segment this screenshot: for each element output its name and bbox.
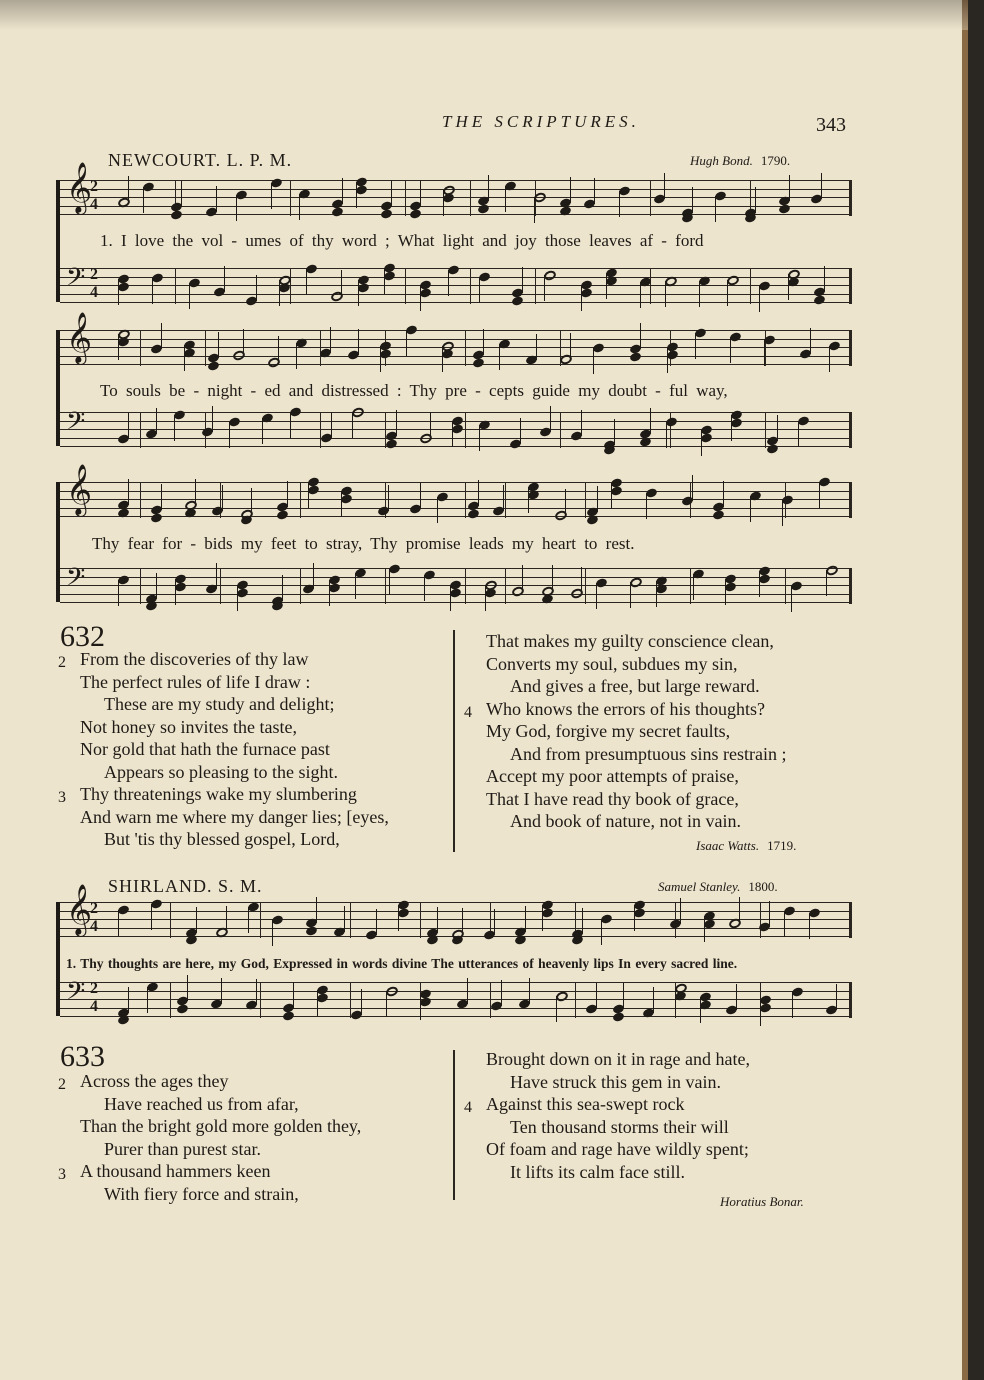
note-icon [176, 1003, 189, 1014]
verse-line [486, 1071, 750, 1094]
verse-text: That makes my guilty conscience clean, [486, 631, 774, 651]
column-divider-2 [453, 1050, 455, 1200]
page-top-shadow [0, 0, 968, 30]
time-signature-icon: 2 4 [90, 980, 98, 1015]
verse-line [80, 828, 389, 851]
hymn-632-right-column [464, 630, 787, 833]
note-icon [385, 438, 398, 449]
verse-number: 2 [58, 1076, 66, 1093]
verse-text: Accept my poor attempts of praise, [486, 766, 739, 786]
treble-clef-icon: 𝄞 [66, 884, 93, 935]
note-icon [409, 208, 422, 219]
verse-text: Who knows the errors of his thoughts? [486, 698, 765, 719]
hymn-632-left-column [58, 648, 389, 851]
verse-line [80, 806, 389, 829]
treble-staff [60, 162, 852, 216]
verse-text: That I have read thy book of grace, [486, 788, 739, 809]
note-icon [207, 360, 220, 371]
system-brace [56, 482, 60, 602]
note-icon [629, 351, 642, 362]
verse-line [464, 1093, 750, 1116]
verse-line [80, 761, 389, 784]
hymn-633-number: 633 [60, 1040, 105, 1073]
column-divider [453, 630, 455, 852]
verse-line [486, 765, 786, 788]
treble-clef-icon: 𝄞 [66, 162, 93, 213]
time-signature-icon: 2 4 [90, 900, 98, 935]
treble-clef-icon: 𝄞 [66, 312, 93, 363]
verse-text: Ten thousand storms their will [510, 1116, 729, 1137]
verse-line [486, 743, 786, 766]
hymn-633-right-column [464, 1048, 750, 1183]
verse-text: Purer than purest star. [104, 1138, 261, 1159]
bass-clef-icon: 𝄢 [66, 407, 86, 442]
tune1-lyric-line-3: Thy fear for - bids my feet to stray, Thy promise leads my heart to rest. [92, 534, 635, 553]
running-head: THE SCRIPTURES. [442, 112, 640, 131]
hymn-633-left-column [58, 1070, 362, 1205]
verse-text: My God, forgive my secret faults, [486, 721, 731, 741]
bass-clef-icon: 𝄢 [66, 563, 86, 598]
time-signature-icon: 2 4 [90, 178, 98, 213]
verse-text: And gives a free, but large reward. [510, 676, 760, 696]
note-icon [331, 206, 344, 217]
verse-line [58, 783, 389, 806]
note-icon [380, 208, 393, 219]
verse-text: Across the ages they [80, 1071, 229, 1091]
treble-staff [60, 312, 852, 366]
note-icon [467, 508, 480, 519]
verse-line [58, 1070, 361, 1093]
verse-number: 3 [58, 1166, 66, 1183]
verse-text: The perfect rules of life I draw : [80, 671, 311, 692]
tune2-title: SHIRLAND. S. M. [108, 876, 263, 896]
verse-text: Of foam and rage have wildly spent; [486, 1139, 749, 1159]
verse-number: 2 [58, 654, 66, 671]
note-icon [813, 294, 826, 305]
verse-text: These are my study and delight; [104, 694, 335, 714]
verse-line [486, 720, 786, 743]
tune1-title: NEWCOURT. L. P. M. [108, 150, 293, 170]
verse-line [486, 788, 786, 811]
verse-line [58, 1160, 361, 1183]
verse-text: Than the bright gold more golden they, [80, 1116, 362, 1136]
verse-text: Thy threatenings wake my slumbering [80, 784, 357, 804]
verse-line [486, 630, 786, 653]
tune2-lyric-line-1: 1. Thy thoughts are here, my God, Expressed in words divine The utterances of heavenly lips In every sacred line. [66, 956, 738, 971]
verse-line [58, 648, 389, 671]
verse-line [486, 653, 786, 676]
tune1-lyric-line-1: 1. I love the vol - umes of thy word ; What light and joy those leaves af - ford [100, 231, 704, 250]
page-number: 343 [816, 114, 846, 136]
verse-line [80, 671, 389, 694]
verse-line [486, 810, 786, 833]
note-icon [150, 512, 163, 523]
note-icon [170, 209, 183, 220]
verse-text: Have struck this gem in vain. [510, 1071, 721, 1092]
verse-line [486, 1138, 750, 1161]
verse-line [486, 675, 786, 698]
verse-line [80, 693, 389, 716]
verse-line [80, 738, 389, 761]
system-brace [56, 330, 60, 446]
bass-staff [60, 977, 852, 1018]
verse-line [486, 1048, 750, 1071]
note-icon [282, 1010, 295, 1021]
bass-staff [60, 263, 852, 304]
verse-text: Brought down on it in rage and hate, [486, 1049, 750, 1069]
verse-line [80, 1093, 361, 1116]
bass-clef-icon: 𝄢 [66, 263, 86, 298]
tune1-lyric-line-2: To souls be - night - ed and distressed : Thy pre - cepts guide my doubt - ful way, [100, 381, 728, 400]
verse-text: Converts my soul, subdues my sin, [486, 653, 738, 674]
verse-text: With fiery force and strain, [104, 1183, 299, 1204]
time-signature-icon: 2 4 [90, 266, 98, 301]
verse-line [80, 716, 389, 739]
bass-clef-icon: 𝄢 [66, 977, 86, 1012]
tune1-composer: Hugh Bond. 1790. [690, 153, 791, 168]
verse-line [80, 1183, 361, 1206]
note-icon [712, 509, 725, 520]
verse-number: 4 [464, 703, 472, 721]
verse-text: It lifts its calm face still. [510, 1161, 685, 1182]
verse-number: 3 [58, 789, 66, 806]
tune2-composer: Samuel Stanley. 1800. [658, 879, 778, 894]
verse-text: And book of nature, not in vain. [510, 811, 741, 831]
verse-text: Against this sea-swept rock [486, 1094, 685, 1114]
treble-clef-icon: 𝄞 [66, 464, 93, 515]
system-brace [56, 180, 60, 302]
verse-line [464, 698, 786, 721]
verse-line [486, 1161, 750, 1184]
hymn-632-number: 632 [60, 620, 105, 653]
verse-text: Not honey so invites the taste, [80, 716, 297, 737]
bass-staff [60, 407, 852, 448]
note-icon [276, 509, 289, 520]
verse-text: And from presumptuous sins restrain ; [510, 743, 787, 764]
note-icon [511, 295, 524, 306]
verse-text: A thousand hammers keen [80, 1161, 271, 1181]
verse-text: Appears so pleasing to the sight. [104, 761, 338, 782]
verse-text: From the discoveries of thy law [80, 649, 309, 669]
verse-text: And warn me where my danger lies; [eyes, [80, 806, 389, 827]
bass-staff [60, 563, 852, 604]
verse-number: 4 [464, 1099, 472, 1116]
verse-text: Nor gold that hath the furnace past [80, 739, 330, 759]
verse-line [80, 1115, 361, 1138]
note-icon [612, 1011, 625, 1022]
hymn-632-author: Isaac Watts. 1719. [696, 838, 797, 853]
verse-line [80, 1138, 361, 1161]
verse-text: But 'tis thy blessed gospel, Lord, [104, 829, 340, 849]
verse-text: Have reached us from afar, [104, 1093, 299, 1114]
system-brace [56, 902, 60, 1016]
note-icon [472, 357, 485, 368]
treble-staff [60, 464, 852, 518]
hymn-633-author: Horatius Bonar. [720, 1194, 804, 1209]
verse-line [486, 1116, 750, 1139]
